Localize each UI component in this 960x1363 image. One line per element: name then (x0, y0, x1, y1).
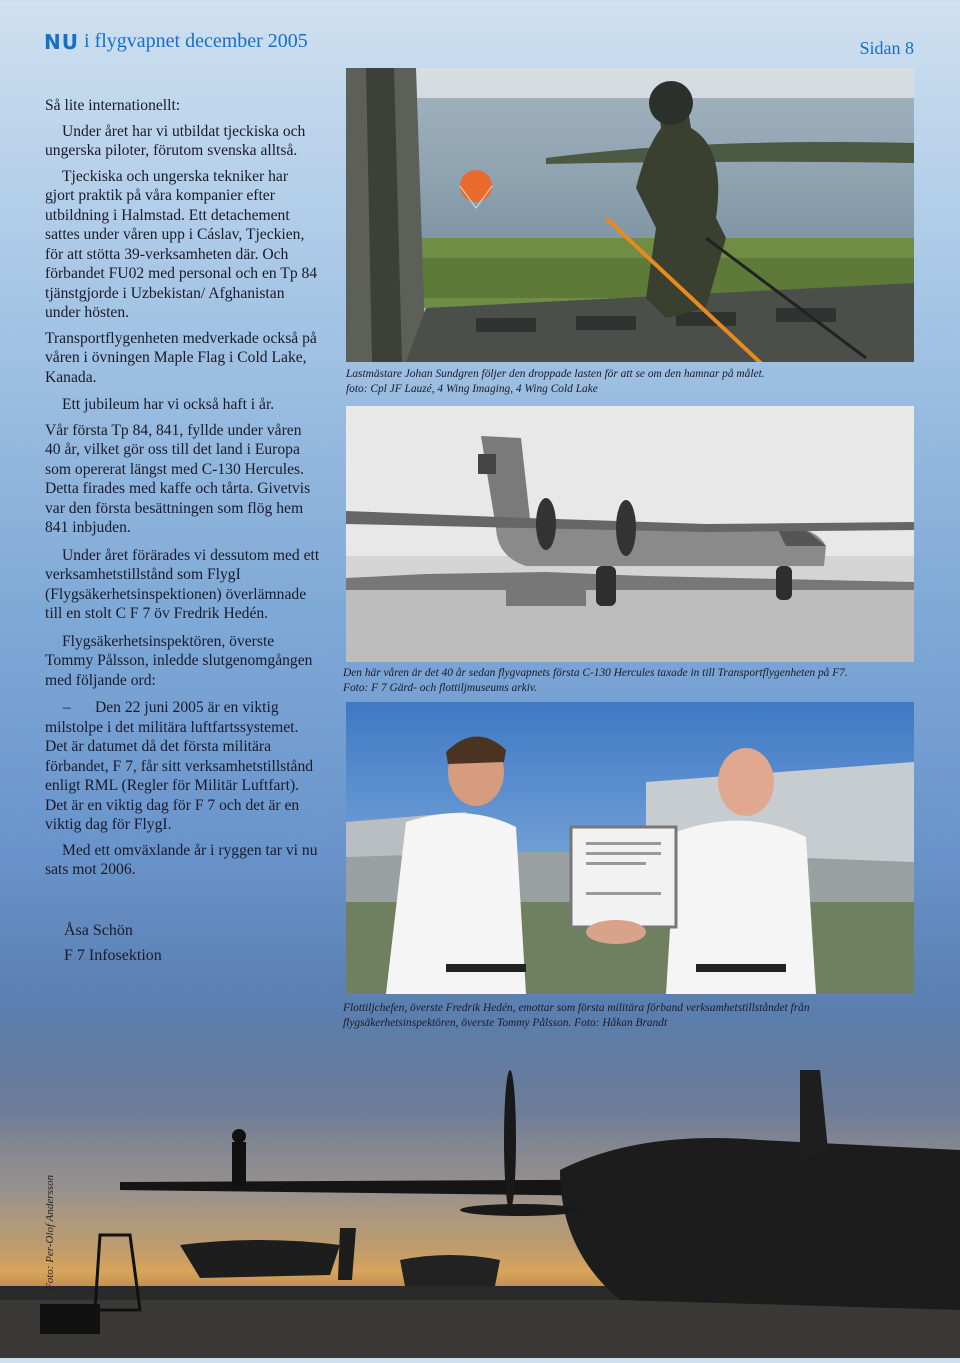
article-paragraph: Tjeckiska och ungerska tekniker har gjort praktik på våra kompanier efter utbildning i Halmstad. Ett detachement sattes under våren upp i Cáslav, Tjeckien, för att stötta 39-verksamheten där. Och förbandet FU02 med personal och en Tp 84 tjänstgjorde i Uzbekistan/ Afghanistan under hösten. (45, 167, 318, 321)
photo-hercules-caption (343, 666, 923, 696)
caption-text: Flottiljchefen, överste Fredrik Hedén, emottar som första militära förband verksamhetstillståndet från (343, 1002, 810, 1014)
quote-paragraph (45, 698, 320, 835)
article-column (45, 96, 320, 886)
magazine-logo: NU (44, 30, 79, 54)
article-paragraph: Så lite internationellt: (45, 97, 181, 114)
caption-credit: foto: Cpl JF Lauzé, 4 Wing Imaging, 4 Wing Cold Lake (346, 383, 598, 395)
caption-text: Den här våren är det 40 år sedan flygvapnets första C-130 Hercules taxade in till Transportflygenheten på F7. (343, 667, 848, 679)
article-paragraph: Vår första Tp 84, 841, fyllde under våren 40 år, vilket gör oss till det land i Europa som opererat längst med C-130 Hercules. Detta firades med kaffe och tårta. Givetvis var den första besättningen som flög hem 841 inbjuden. (45, 421, 311, 536)
photo-handshake (346, 702, 914, 994)
article-paragraph: Flygsäkerhetsinspektören, överste Tommy Pålsson, inledde slutgenomgången med följande ord: (45, 632, 313, 689)
photo-sunset-hercules (0, 1050, 960, 1358)
magazine-issue-title: i flygvapnet december 2005 (84, 30, 308, 52)
article-paragraph: Ett jubileum har vi också haft i år. (62, 396, 275, 413)
article-paragraph: Med ett omväxlande år i ryggen tar vi nu sats mot 2006. (45, 841, 318, 878)
photo-loadmaster-caption (346, 367, 914, 397)
photo-loadmaster (346, 68, 914, 362)
caption-credit: Foto: F 7 Gärd- och flottiljmuseums arkiv. (343, 682, 537, 694)
photo-handshake-caption (343, 1001, 923, 1031)
quote-text: Den 22 juni 2005 är en viktig milstolpe i det militära luftfartssystemet. Det är datumet då det första militära förbandet, F 7, får sitt verksamhetstillstånd enligt RML (Regler för Militär Luftfart). Det är en viktig dag för F 7 och det är en viktig dag för FlygI. (45, 699, 314, 833)
photo-hercules-bw (346, 406, 914, 662)
byline (64, 918, 162, 968)
page-number: Sidan 8 (859, 38, 914, 58)
author-unit: F 7 Infosektion (64, 947, 162, 964)
article-paragraph: Under året förärades vi dessutom med ett verksamhetstillstånd som FlygI (Flygsäkerhetsinspektionen) överlämnade till en stolt C F 7 öv Fredrik Hedén. (45, 546, 320, 622)
author-name: Åsa Schön (64, 922, 133, 939)
caption-text: Lastmästare Johan Sundgren följer den droppade lasten för att se om den hamnar på målet. (346, 368, 765, 380)
caption-credit: flygsäkerhetsinspektören, överste Tommy Pålsson. Foto: Håkan Brandt (343, 1017, 668, 1029)
article-paragraph: Transportflygenheten medverkade också på våren i övningen Maple Flag i Cold Lake, Kanada. (45, 329, 317, 386)
bottom-photo-credit: Foto: Per-Olof Andersson (44, 1174, 56, 1290)
quote-dash: – (63, 699, 71, 716)
article-paragraph: Under året har vi utbildat tjeckiska och ungerska piloter, förutom svenska alltså. (45, 122, 306, 159)
